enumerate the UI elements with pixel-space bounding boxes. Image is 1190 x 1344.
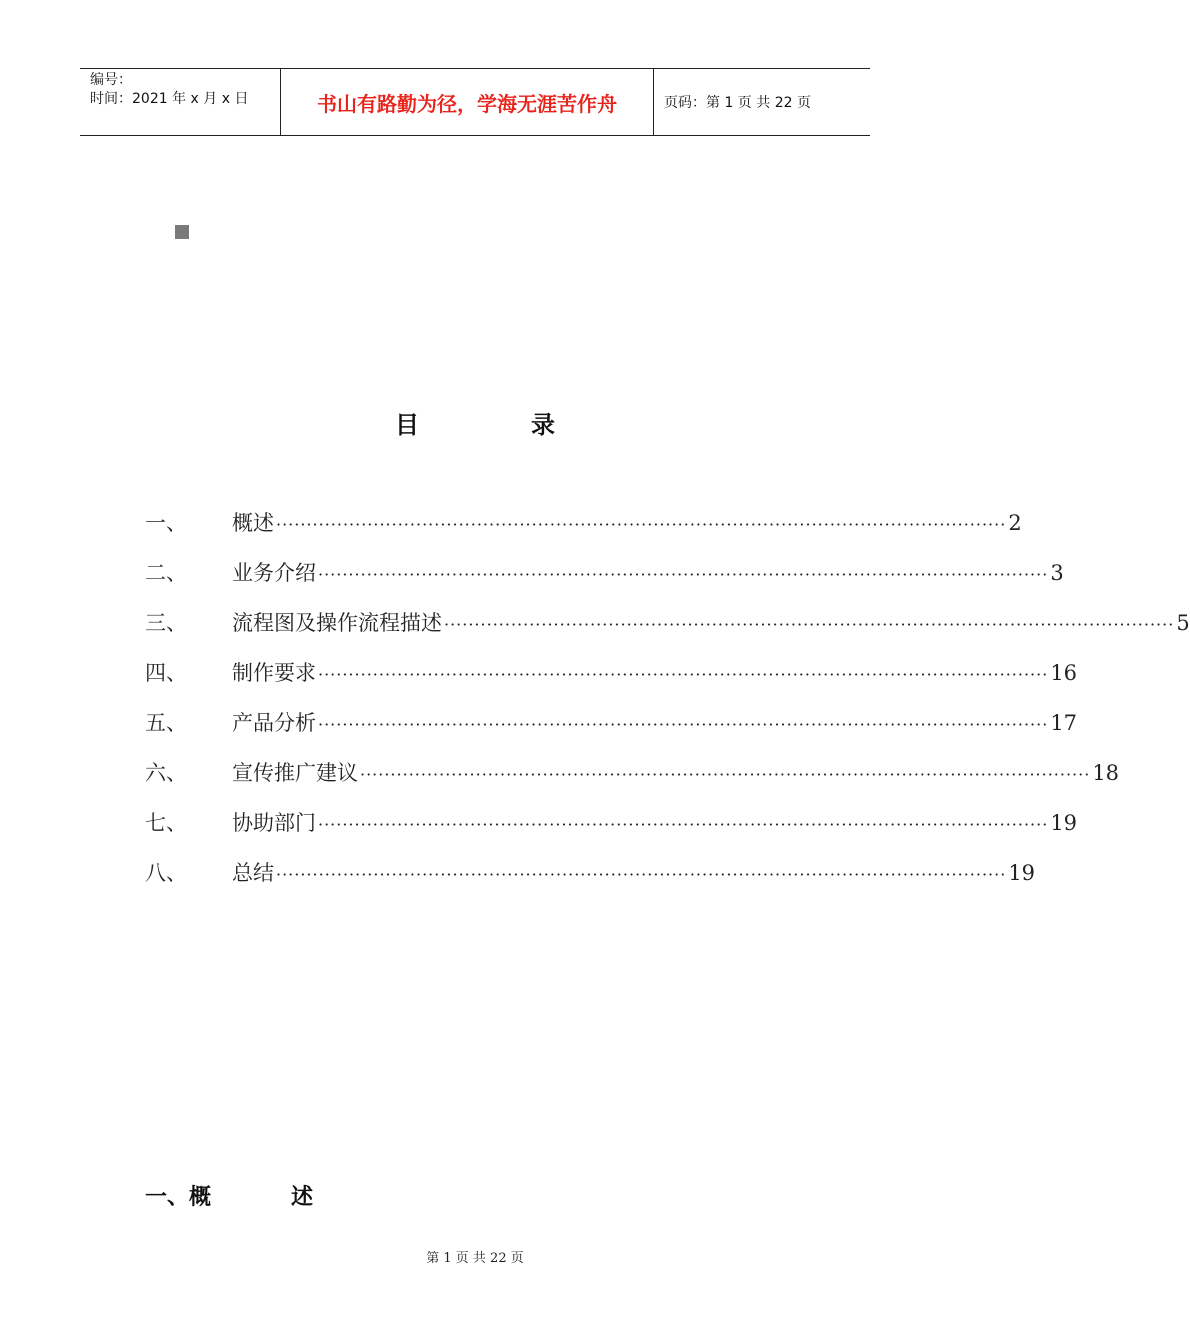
toc-title-left: 目 (395, 411, 419, 439)
toc-item-number: 三、 (145, 611, 187, 635)
toc-item-number: 一、 (145, 511, 187, 535)
toc-leader-dots: ························································································································ (360, 765, 1091, 784)
header-meta (80, 69, 281, 135)
toc-item[interactable] (145, 657, 1078, 707)
page-header (80, 68, 870, 136)
toc-item-number: 五、 (145, 711, 187, 735)
section-heading-suffix: 述 (291, 1185, 314, 1210)
toc-item-page: 2 (1008, 511, 1022, 535)
toc-leader-dots: ························································································································ (318, 815, 1049, 834)
toc-item[interactable] (145, 757, 1120, 807)
toc-item-label: 概述 (232, 511, 274, 535)
toc-title (0, 405, 950, 440)
toc-item-page: 16 (1050, 661, 1078, 685)
toc-item-page: 19 (1008, 861, 1036, 885)
toc-item[interactable] (145, 857, 1036, 907)
toc-item[interactable] (145, 607, 1190, 657)
toc-item-number: 七、 (145, 811, 187, 835)
toc-list (145, 507, 1190, 907)
toc-item-page: 3 (1050, 561, 1064, 585)
toc-item-label: 业务介绍 (232, 561, 316, 585)
time-label: 时间：2021 年 x 月 x 日 (90, 91, 249, 107)
toc-item-page: 17 (1050, 711, 1078, 735)
toc-leader-dots: ························································································································ (318, 665, 1049, 684)
number-label: 编号： (90, 72, 132, 88)
toc-item-page: 5 (1176, 611, 1190, 635)
toc-leader-dots: ························································································································ (276, 865, 1007, 884)
toc-item[interactable] (145, 557, 1064, 607)
section-heading-prefix: 一、概 (145, 1185, 212, 1210)
page-footer: 第 1 页 共 22 页 (426, 1251, 524, 1266)
toc-leader-dots: ························································································································ (276, 515, 1007, 534)
toc-item[interactable] (145, 707, 1078, 757)
square-marker-icon (175, 225, 189, 239)
toc-item-label: 流程图及操作流程描述 (232, 611, 442, 635)
toc-leader-dots: ························································································································ (444, 615, 1175, 634)
toc-leader-dots: ························································································································ (318, 565, 1049, 584)
toc-item-number: 四、 (145, 661, 187, 685)
toc-item-number: 二、 (145, 561, 187, 585)
header-motto: 书山有路勤为径，学海无涯苦作舟 (281, 69, 654, 135)
section-heading (145, 1180, 313, 1211)
toc-item-page: 18 (1092, 761, 1120, 785)
toc-leader-dots: ························································································································ (318, 715, 1049, 734)
toc-item-label: 制作要求 (232, 661, 316, 685)
toc-item[interactable] (145, 507, 1022, 557)
toc-item-page: 19 (1050, 811, 1078, 835)
toc-item-label: 宣传推广建议 (232, 761, 358, 785)
toc-item[interactable] (145, 807, 1078, 857)
toc-item-label: 协助部门 (232, 811, 316, 835)
toc-item-label: 总结 (232, 861, 274, 885)
toc-item-label: 产品分析 (232, 711, 316, 735)
header-page-info: 页码：第 1 页 共 22 页 (664, 95, 811, 111)
toc-item-number: 六、 (145, 761, 187, 785)
toc-title-right: 录 (531, 411, 555, 439)
toc-item-number: 八、 (145, 861, 187, 885)
